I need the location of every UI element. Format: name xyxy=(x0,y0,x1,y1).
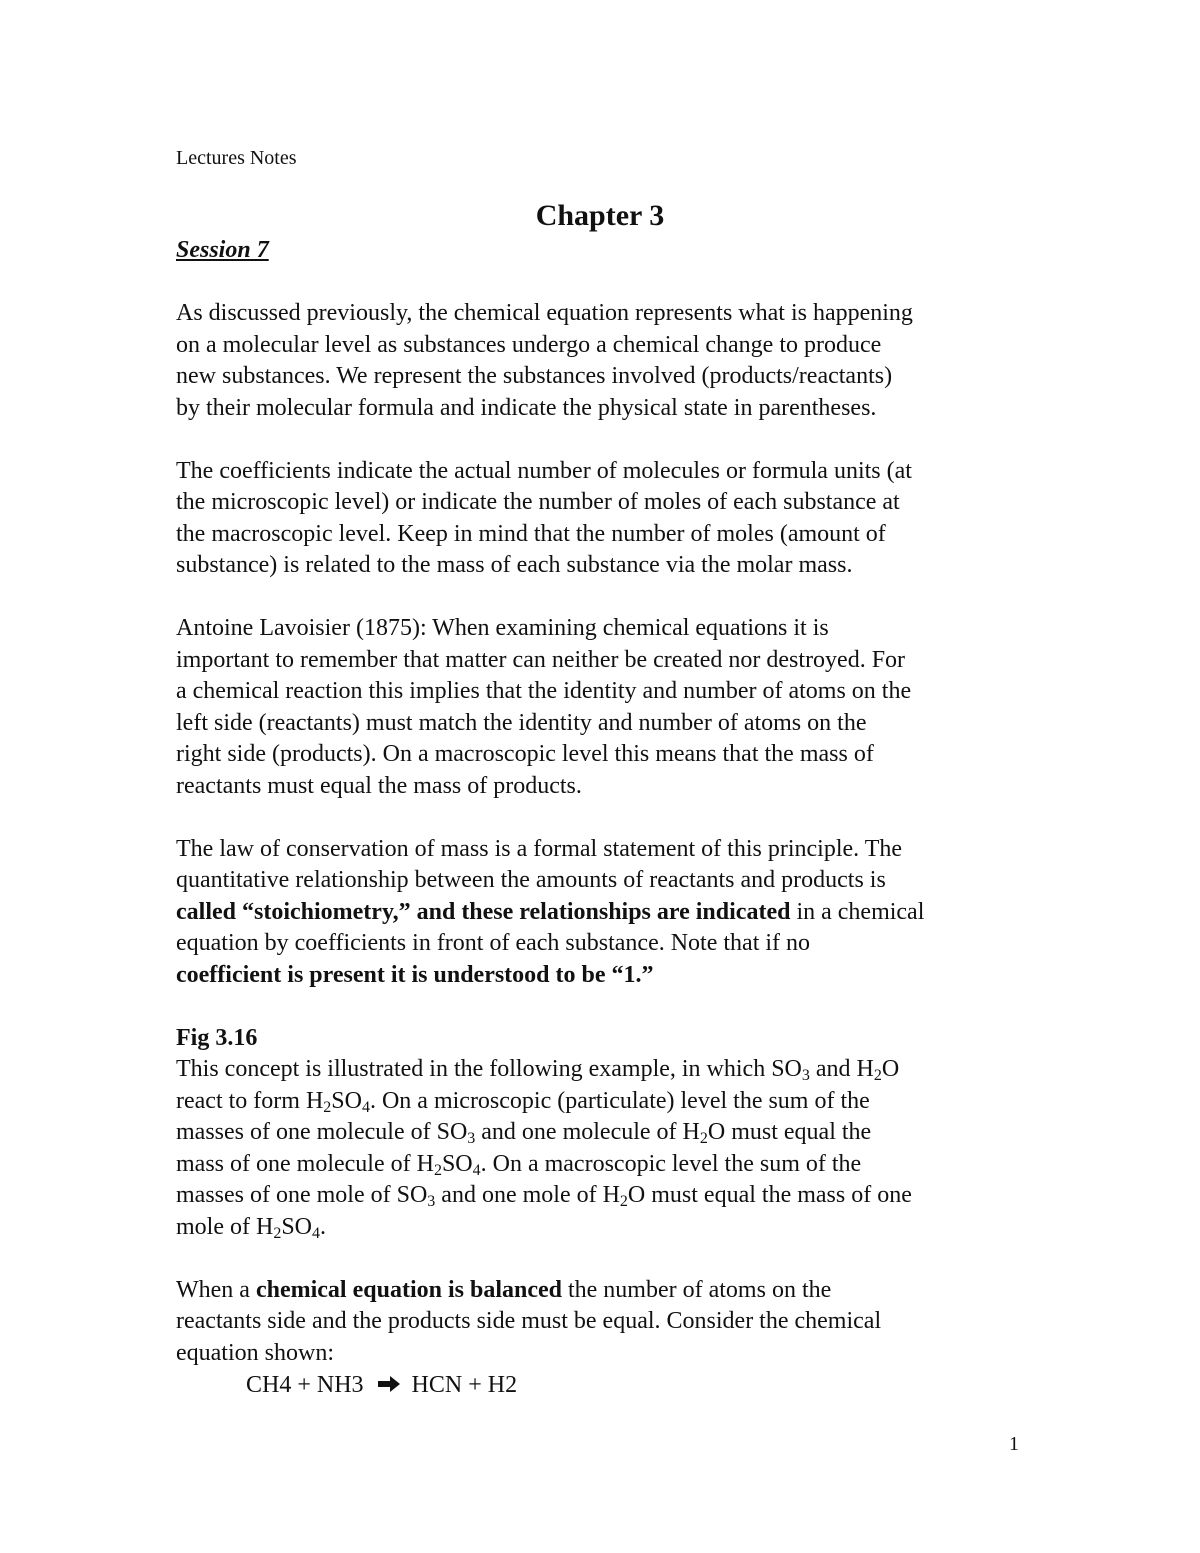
paragraph-figure xyxy=(176,1023,1046,1244)
session-heading: Session 7 xyxy=(176,237,269,263)
equation-products: HCN + H2 xyxy=(411,1372,518,1398)
bold-right-arrow-icon xyxy=(376,1375,402,1393)
paragraph-coefficients xyxy=(176,456,1046,582)
subscript: 2 xyxy=(433,1161,442,1179)
text-fragment: in a chemical xyxy=(790,898,925,925)
figure-label: Fig 3.16 xyxy=(176,1024,258,1051)
text-fragment: When a xyxy=(176,1276,256,1303)
subscript: 4 xyxy=(312,1224,320,1242)
paragraph-intro xyxy=(176,298,1046,424)
text-line: reactants must equal the mass of products. xyxy=(176,772,582,799)
text-fragment: . On a macroscopic level the sum of the xyxy=(480,1150,862,1177)
text-fragment: SO xyxy=(441,1150,473,1177)
subscript: 2 xyxy=(323,1098,332,1116)
text-line: important to remember that matter can neither be created nor destroyed. For xyxy=(176,646,906,673)
text-fragment: and H xyxy=(809,1056,874,1082)
text-line: left side (reactants) must match the identity and number of atoms on the xyxy=(176,709,867,736)
subscript: 2 xyxy=(273,1224,282,1242)
bold-text: chemical equation is balanced xyxy=(255,1276,562,1303)
subscript: 4 xyxy=(472,1161,481,1179)
text-fragment: . xyxy=(320,1213,326,1240)
text-fragment: O must equal the xyxy=(707,1119,872,1145)
text-line: equation shown: xyxy=(176,1339,334,1366)
text-fragment: . On a microscopic (particulate) level the sum of the xyxy=(369,1087,870,1114)
header-note: Lectures Notes xyxy=(176,147,297,169)
subscript: 3 xyxy=(467,1130,476,1147)
text-line: new substances. We represent the substances involved (products/reactants) xyxy=(176,363,893,389)
paragraph-lavoisier xyxy=(176,613,1046,802)
text-line: The law of conservation of mass is a formal statement of this principle. The xyxy=(176,835,903,862)
text-fragment: mass of one molecule of H xyxy=(176,1150,434,1177)
text-line: As discussed previously, the chemical equation represents what is happening xyxy=(176,300,913,326)
bold-text: called “stoichiometry,” and these relationships are indicated xyxy=(176,898,791,925)
chemical-equation xyxy=(246,1370,517,1400)
text-fragment: the number of atoms on the xyxy=(561,1276,832,1303)
text-fragment: O must equal the mass of one xyxy=(627,1182,912,1208)
text-line: Antoine Lavoisier (1875): When examining chemical equations it is xyxy=(176,615,829,641)
body-text xyxy=(176,298,1046,1401)
text-line: quantitative relationship between the amounts of reactants and products is xyxy=(176,867,886,893)
chapter-title: Chapter 3 xyxy=(535,199,665,232)
text-line: on a molecular level as substances undergo a chemical change to produce xyxy=(176,331,882,358)
text-fragment: react to form H xyxy=(176,1087,324,1114)
text-line: reactants side and the products side must be equal. Consider the chemical xyxy=(176,1308,882,1334)
bold-text: coefficient is present it is understood to be “1.” xyxy=(176,961,654,988)
paragraph-conservation xyxy=(176,834,1046,992)
text-line: right side (products). On a macroscopic level this means that the mass of xyxy=(176,741,874,767)
subscript: 3 xyxy=(427,1193,436,1210)
text-line: equation by coefficients in front of each substance. Note that if no xyxy=(176,930,811,956)
text-line: by their molecular formula and indicate the physical state in parentheses. xyxy=(176,394,877,421)
text-line: the microscopic level) or indicate the number of moles of each substance at xyxy=(176,489,900,515)
text-fragment: mole of H xyxy=(176,1213,274,1240)
text-fragment: masses of one molecule of SO xyxy=(176,1119,468,1145)
page-number: 1 xyxy=(1009,1433,1019,1455)
equation-reactants: CH4 + NH3 xyxy=(246,1372,364,1398)
subscript: 4 xyxy=(361,1098,370,1116)
text-fragment: and one molecule of H xyxy=(475,1119,700,1145)
text-line: a chemical reaction this implies that the identity and number of atoms on the xyxy=(176,678,912,704)
subscript: 2 xyxy=(873,1067,882,1084)
text-fragment: This concept is illustrated in the following example, in which SO xyxy=(176,1056,802,1082)
text-line: substance) is related to the mass of each substance via the molar mass. xyxy=(176,552,853,578)
subscript: 2 xyxy=(619,1193,628,1210)
subscript: 2 xyxy=(699,1130,708,1147)
subscript: 3 xyxy=(801,1067,810,1084)
text-fragment: masses of one mole of SO xyxy=(176,1182,428,1208)
paragraph-balanced xyxy=(176,1275,1046,1370)
text-fragment: SO xyxy=(281,1213,312,1240)
text-line: the macroscopic level. Keep in mind that the number of moles (amount of xyxy=(176,520,886,547)
text-fragment: and one mole of H xyxy=(435,1182,620,1208)
text-line: The coefficients indicate the actual number of molecules or formula units (at xyxy=(176,457,912,484)
text-fragment: O xyxy=(881,1056,900,1082)
text-fragment: SO xyxy=(331,1087,362,1114)
